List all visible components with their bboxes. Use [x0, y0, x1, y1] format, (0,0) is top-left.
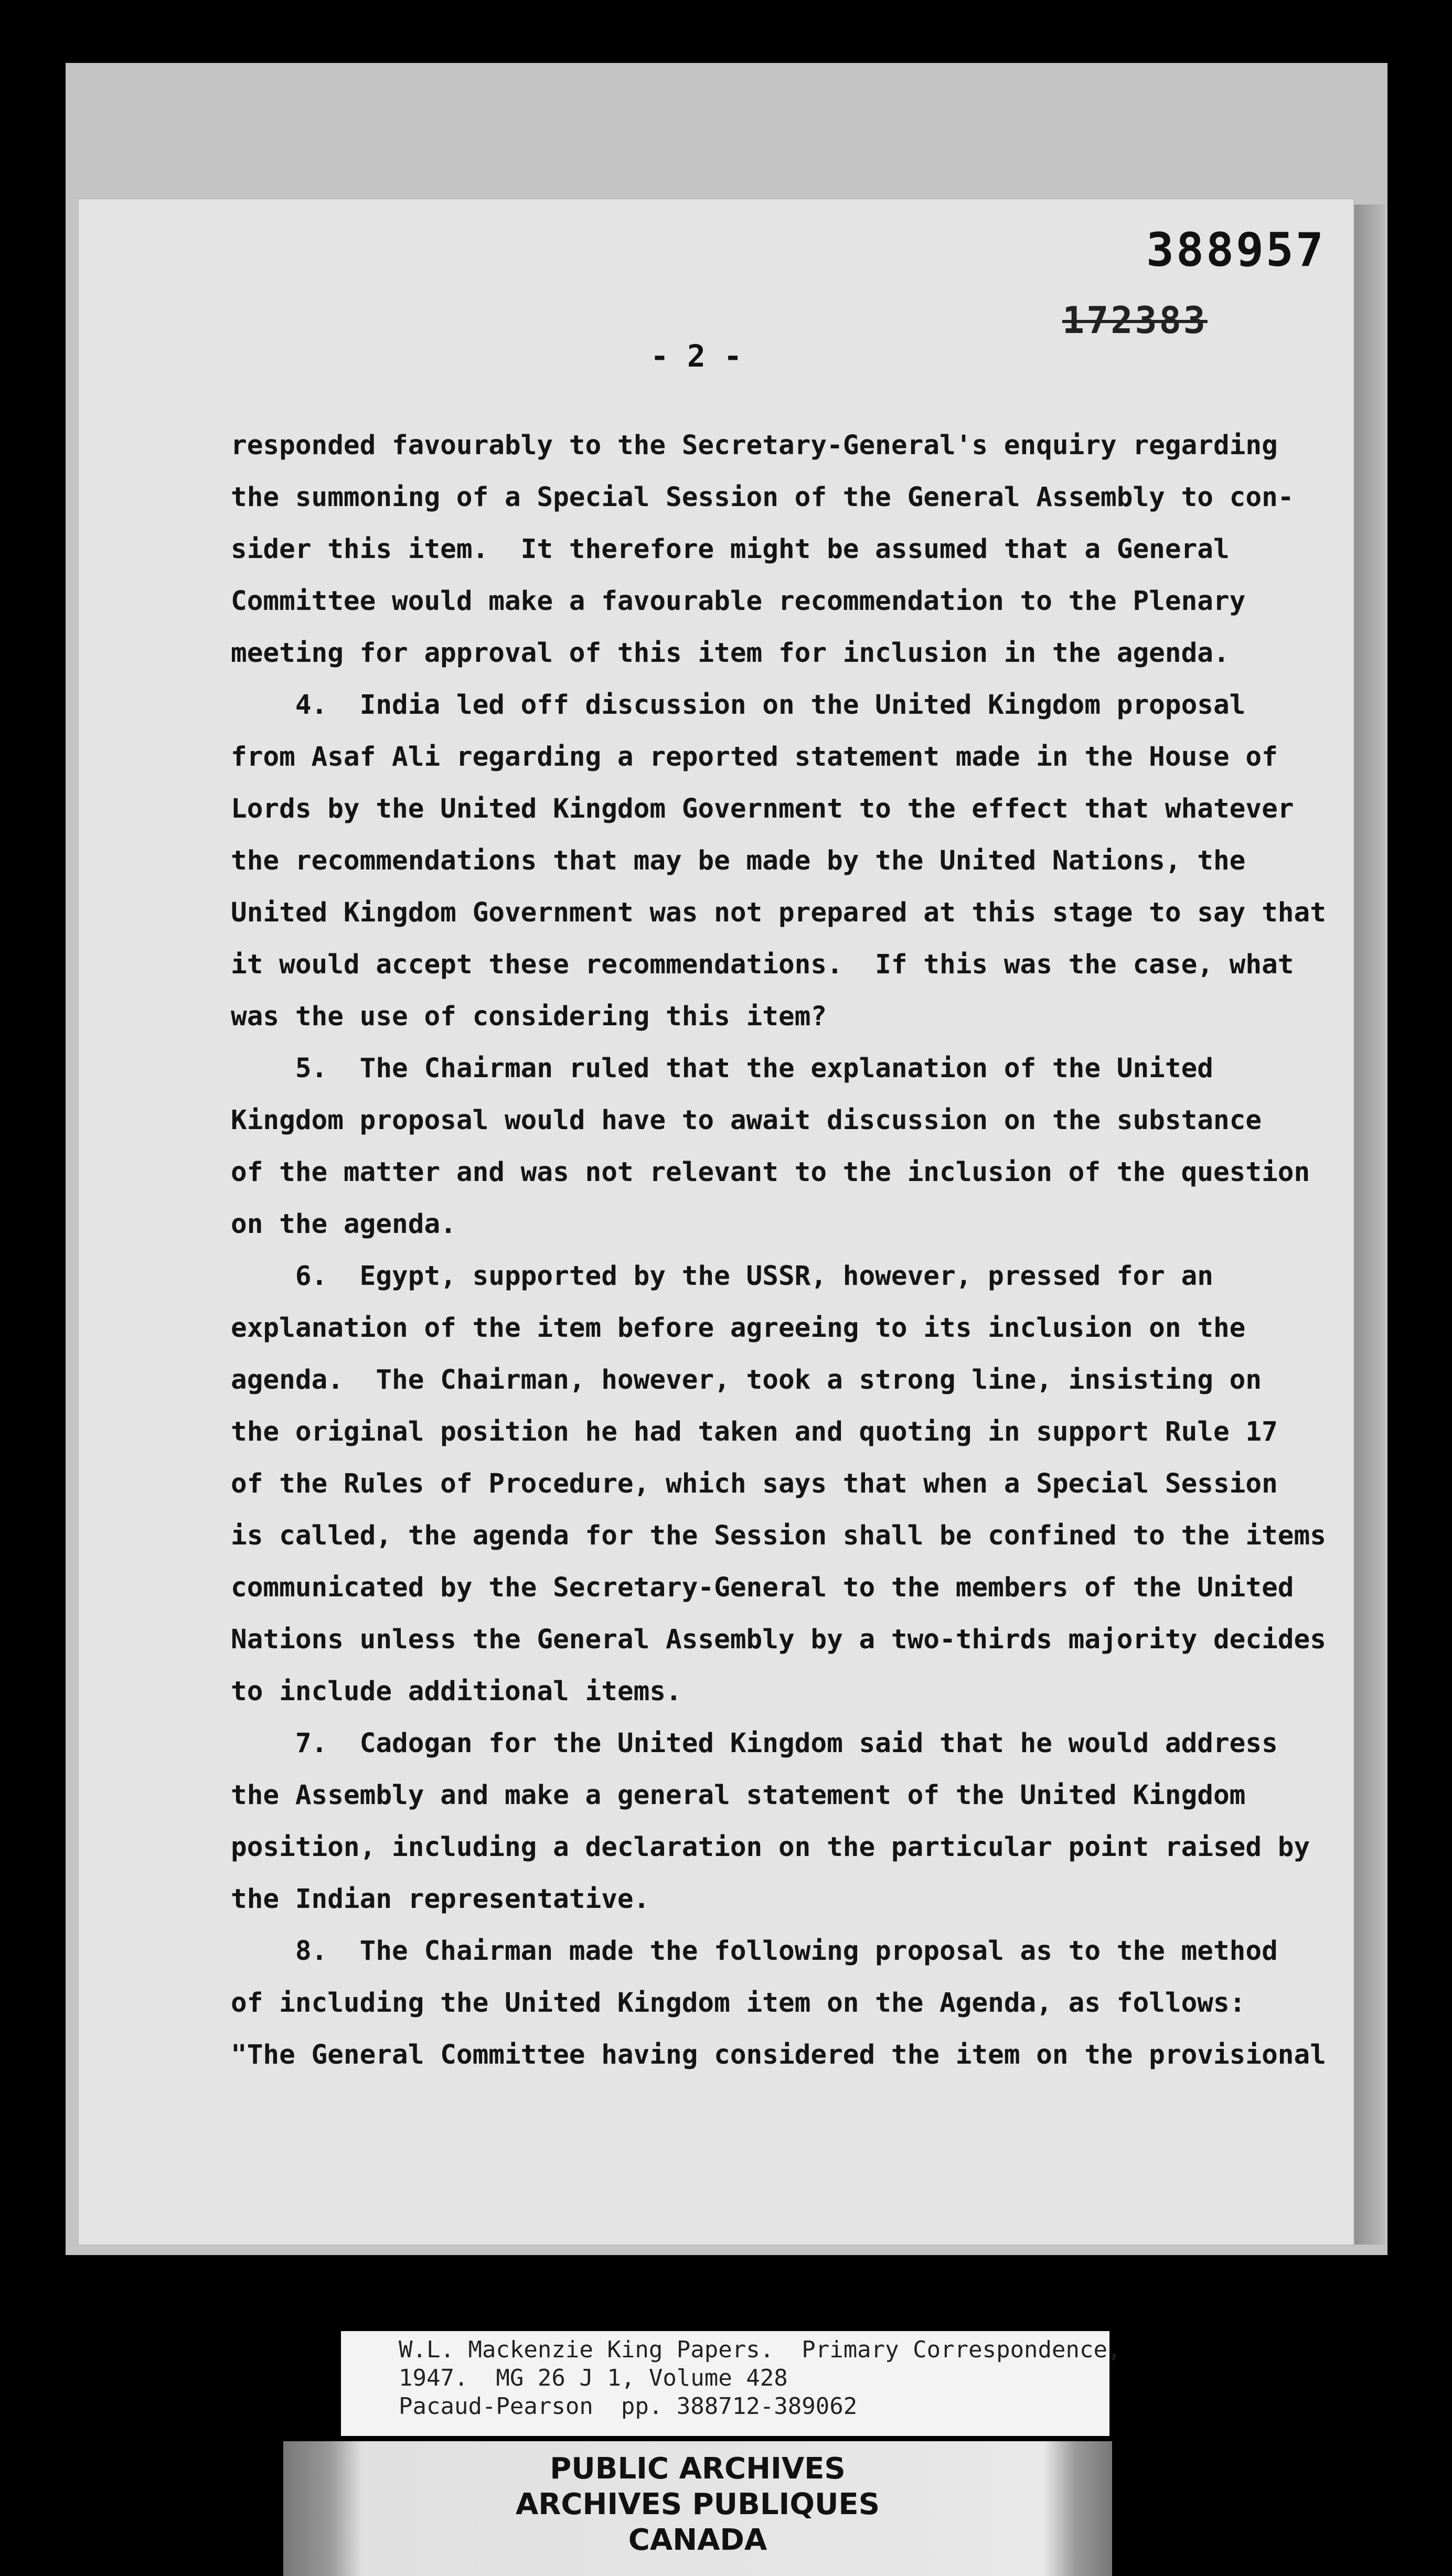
- archives-stamp-line: PUBLIC ARCHIVES: [550, 2452, 846, 2486]
- body-text-line: Kingdom proposal would have to await discussion on the substance: [231, 1105, 1262, 1136]
- body-text-line: is called, the agenda for the Session shall be confined to the items: [231, 1520, 1326, 1551]
- body-text-line: was the use of considering this item?: [231, 1001, 827, 1032]
- body-text-line: of the Rules of Procedure, which says that when a Special Session: [231, 1468, 1278, 1499]
- body-text-line: 8. The Chairman made the following proposal as to the method: [231, 1936, 1278, 1967]
- body-text-line: Committee would make a favourable recommendation to the Plenary: [231, 586, 1246, 617]
- archive-page-number: 388957: [1146, 223, 1326, 277]
- body-text-line: 4. India led off discussion on the United Kingdom proposal: [231, 690, 1246, 721]
- collection-label-line: W.L. Mackenzie King Papers. Primary Correspondence,: [399, 2336, 1122, 2363]
- body-text-line: from Asaf Ali regarding a reported statement made in the House of: [231, 742, 1278, 772]
- body-text-line: to include additional items.: [231, 1676, 682, 1707]
- body-text-line: of the matter and was not relevant to the inclusion of the question: [231, 1157, 1310, 1188]
- body-text-line: Lords by the United Kingdom Government to the effect that whatever: [231, 793, 1294, 824]
- collection-label: [341, 2331, 1122, 2436]
- body-text-line: communicated by the Secretary-General to the members of the United: [231, 1572, 1294, 1603]
- body-text-line: Nations unless the General Assembly by a two-thirds majority decides: [231, 1624, 1326, 1655]
- collection-label-line: 1947. MG 26 J 1, Volume 428: [399, 2365, 788, 2391]
- collection-label-line: Pacaud-Pearson pp. 388712-389062: [399, 2393, 858, 2420]
- body-text-line: agenda. The Chairman, however, took a strong line, insisting on: [231, 1365, 1262, 1396]
- body-text-line: it would accept these recommendations. If this was the case, what: [231, 949, 1294, 980]
- archives-stamp: [283, 2441, 1112, 2576]
- body-text-line: on the agenda.: [231, 1209, 456, 1240]
- archives-stamp-line: ARCHIVES PUBLIQUES: [515, 2487, 880, 2521]
- body-text-line: "The General Committee having considered the item on the provisional: [231, 2040, 1326, 2070]
- body-text-line: position, including a declaration on the particular point raised by: [231, 1832, 1310, 1863]
- body-text-line: United Kingdom Government was not prepared at this stage to say that: [231, 897, 1326, 928]
- body-text-line: explanation of the item before agreeing to its inclusion on the: [231, 1313, 1246, 1344]
- body-text-line: meeting for approval of this item for inclusion in the agenda.: [231, 638, 1230, 669]
- struck-out-page-number: 172383: [1062, 299, 1208, 342]
- body-text-line: the Assembly and make a general statement of the United Kingdom: [231, 1780, 1246, 1811]
- body-text-line: sider this item. It therefore might be assumed that a General: [231, 534, 1230, 565]
- body-text-line: the recommendations that may be made by the United Nations, the: [231, 845, 1246, 876]
- body-text-line: the Indian representative.: [231, 1884, 650, 1915]
- document-body-text: [231, 420, 1327, 2081]
- body-text-line: responded favourably to the Secretary-General's enquiry regarding: [231, 430, 1278, 461]
- body-text-line: 5. The Chairman ruled that the explanation of the United: [231, 1053, 1213, 1084]
- body-text-line: 6. Egypt, supported by the USSR, however, pressed for an: [231, 1261, 1213, 1292]
- page-number: - 2 -: [650, 338, 742, 374]
- archives-stamp-line: CANADA: [628, 2523, 767, 2557]
- page-edge-shadow: [1351, 205, 1385, 2245]
- body-text-line: the original position he had taken and quoting in support Rule 17: [231, 1416, 1278, 1447]
- body-text-line: 7. Cadogan for the United Kingdom said that he would address: [231, 1728, 1278, 1759]
- body-text-line: the summoning of a Special Session of the General Assembly to con-: [231, 482, 1294, 513]
- body-text-line: of including the United Kingdom item on the Agenda, as follows:: [231, 1988, 1246, 2019]
